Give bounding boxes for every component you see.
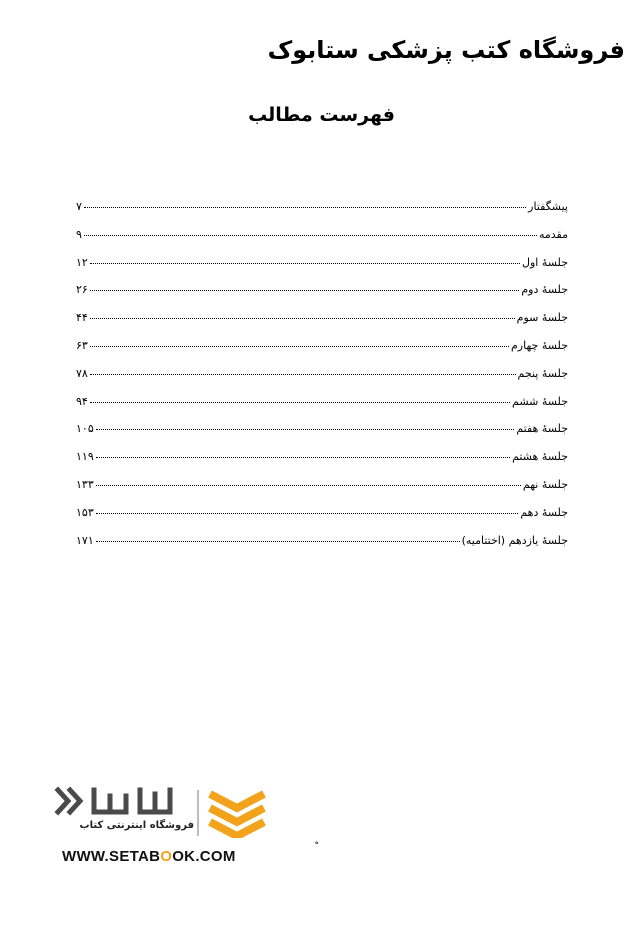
- toc-entry: [76, 395, 568, 423]
- setabook-wordmark-icon: [52, 782, 192, 822]
- toc-leader-dots: [90, 402, 510, 403]
- toc-entry-title: جلسهٔ پنجم: [517, 366, 568, 380]
- toc-entry-page: ۹۴: [76, 394, 88, 408]
- toc-entry-page: ۹: [76, 227, 82, 241]
- toc-entry-title: مقدمه: [538, 227, 568, 241]
- toc-entry-title: جلسهٔ چهارم: [511, 338, 568, 352]
- toc-entry-title: پیشگفتار: [528, 200, 568, 213]
- toc-entry-title: جلسهٔ نهم: [522, 477, 568, 491]
- toc-entry-page: ۱۲: [76, 255, 88, 269]
- toc-leader-dots: [96, 513, 519, 514]
- toc-leader-dots: [96, 457, 510, 458]
- toc-entry-title: جلسهٔ اول: [521, 255, 568, 269]
- toc-entry: [76, 450, 568, 478]
- toc-entry-title: جلسهٔ یازدهم (اختتامیه): [461, 533, 568, 547]
- toc-leader-dots: [84, 207, 526, 208]
- toc-leader-dots: [90, 346, 509, 347]
- toc-leader-dots: [84, 235, 537, 236]
- toc-entry: [76, 478, 568, 506]
- toc-leader-dots: [90, 290, 520, 291]
- toc-leader-dots: [90, 263, 520, 264]
- toc-entry-page: ۶۳: [76, 338, 88, 352]
- toc-heading: فهرست مطالب: [248, 104, 395, 126]
- toc-entry-page: ۱۳۳: [76, 477, 94, 491]
- toc-entry: [76, 534, 568, 562]
- toc-entry-title: جلسهٔ دوم: [521, 283, 568, 297]
- page-number-mark: ه: [315, 838, 319, 846]
- toc-entry-title: جلسهٔ ششم: [512, 394, 568, 408]
- toc-entry-page: ۷: [76, 200, 82, 213]
- setabook-logo: [52, 782, 277, 872]
- toc-leader-dots: [96, 541, 460, 542]
- toc-leader-dots: [90, 374, 516, 375]
- logo-url-suffix: OK.COM: [172, 848, 236, 865]
- toc-entry: [76, 311, 568, 339]
- toc-entry: [76, 422, 568, 450]
- toc-entry-page: ۱۵۳: [76, 505, 94, 519]
- store-title: فروشگاه کتب پزشکی ستابوک: [267, 36, 625, 64]
- toc-entry: [76, 283, 568, 311]
- toc-entry-page: ۱۷۱: [76, 533, 94, 547]
- toc-leader-dots: [96, 485, 521, 486]
- toc-entry-page: ۱۰۵: [76, 422, 94, 436]
- toc-leader-dots: [90, 318, 515, 319]
- toc-entry: [76, 339, 568, 367]
- toc-entry-page: ۴۴: [76, 311, 88, 325]
- logo-url-prefix: WWW.SETAB: [62, 848, 161, 865]
- toc-leader-dots: [96, 429, 515, 430]
- toc-list: [76, 200, 568, 561]
- toc-entry-page: ۱۱۹: [76, 450, 94, 464]
- toc-entry-page: ۲۶: [76, 283, 88, 297]
- toc-entry: [76, 367, 568, 395]
- toc-entry: [76, 200, 568, 228]
- toc-entry-title: جلسهٔ هفتم: [516, 422, 568, 436]
- setabook-chevron-icon: [202, 788, 272, 838]
- toc-entry-page: ۷۸: [76, 366, 88, 380]
- logo-url-accent-letter: O: [160, 848, 173, 865]
- toc-entry-title: جلسهٔ سوم: [516, 311, 568, 325]
- logo-tagline: فروشگاه اینترنتی کتاب: [79, 820, 194, 831]
- toc-entry-title: جلسهٔ هشتم: [512, 450, 568, 464]
- logo-url: [62, 848, 236, 865]
- logo-divider: [197, 790, 199, 836]
- toc-entry-title: جلسهٔ دهم: [520, 505, 568, 519]
- toc-entry: [76, 228, 568, 256]
- toc-entry: [76, 506, 568, 534]
- toc-entry: [76, 256, 568, 284]
